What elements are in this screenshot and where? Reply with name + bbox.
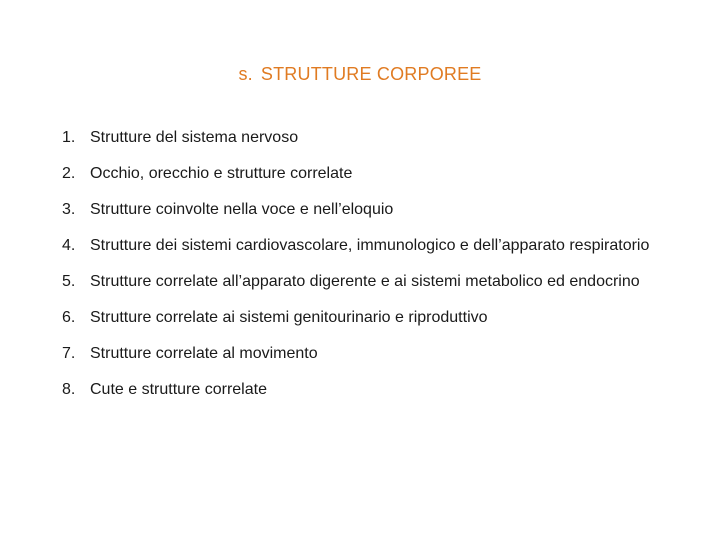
item-text: Strutture correlate ai sistemi genitourinario e riproduttivo [90,309,488,326]
item-text: Strutture coinvolte nella voce e nell’eloquio [90,201,394,218]
title-prefix: s. [238,64,253,84]
list-item [62,120,682,156]
item-text: Occhio, orecchio e strutture correlate [90,165,353,182]
item-number: 5. [62,273,76,290]
list-item [62,300,682,336]
title-text: STRUTTURE CORPOREE [260,64,482,84]
list-item [62,264,682,300]
item-number: 7. [62,345,76,362]
item-number: 2. [62,165,76,182]
item-text: Cute e strutture correlate [90,381,267,398]
structures-list [62,120,682,408]
list-item [62,228,682,264]
list-item [62,336,682,372]
list-item [62,192,682,228]
item-number: 3. [62,201,76,218]
list-item [62,156,682,192]
item-text: Strutture dei sistemi cardiovascolare, immunologico e dell’apparato respiratorio [90,237,650,254]
item-number: 4. [62,237,76,254]
list-item [62,372,682,408]
item-number: 8. [62,381,76,398]
item-text: Strutture correlate al movimento [90,345,318,362]
slide-title [0,64,720,85]
item-text: Strutture del sistema nervoso [90,129,299,146]
item-number: 6. [62,309,76,326]
item-number: 1. [62,129,76,146]
item-text: Strutture correlate all’apparato digerente e ai sistemi metabolico ed endocrino [90,273,640,290]
